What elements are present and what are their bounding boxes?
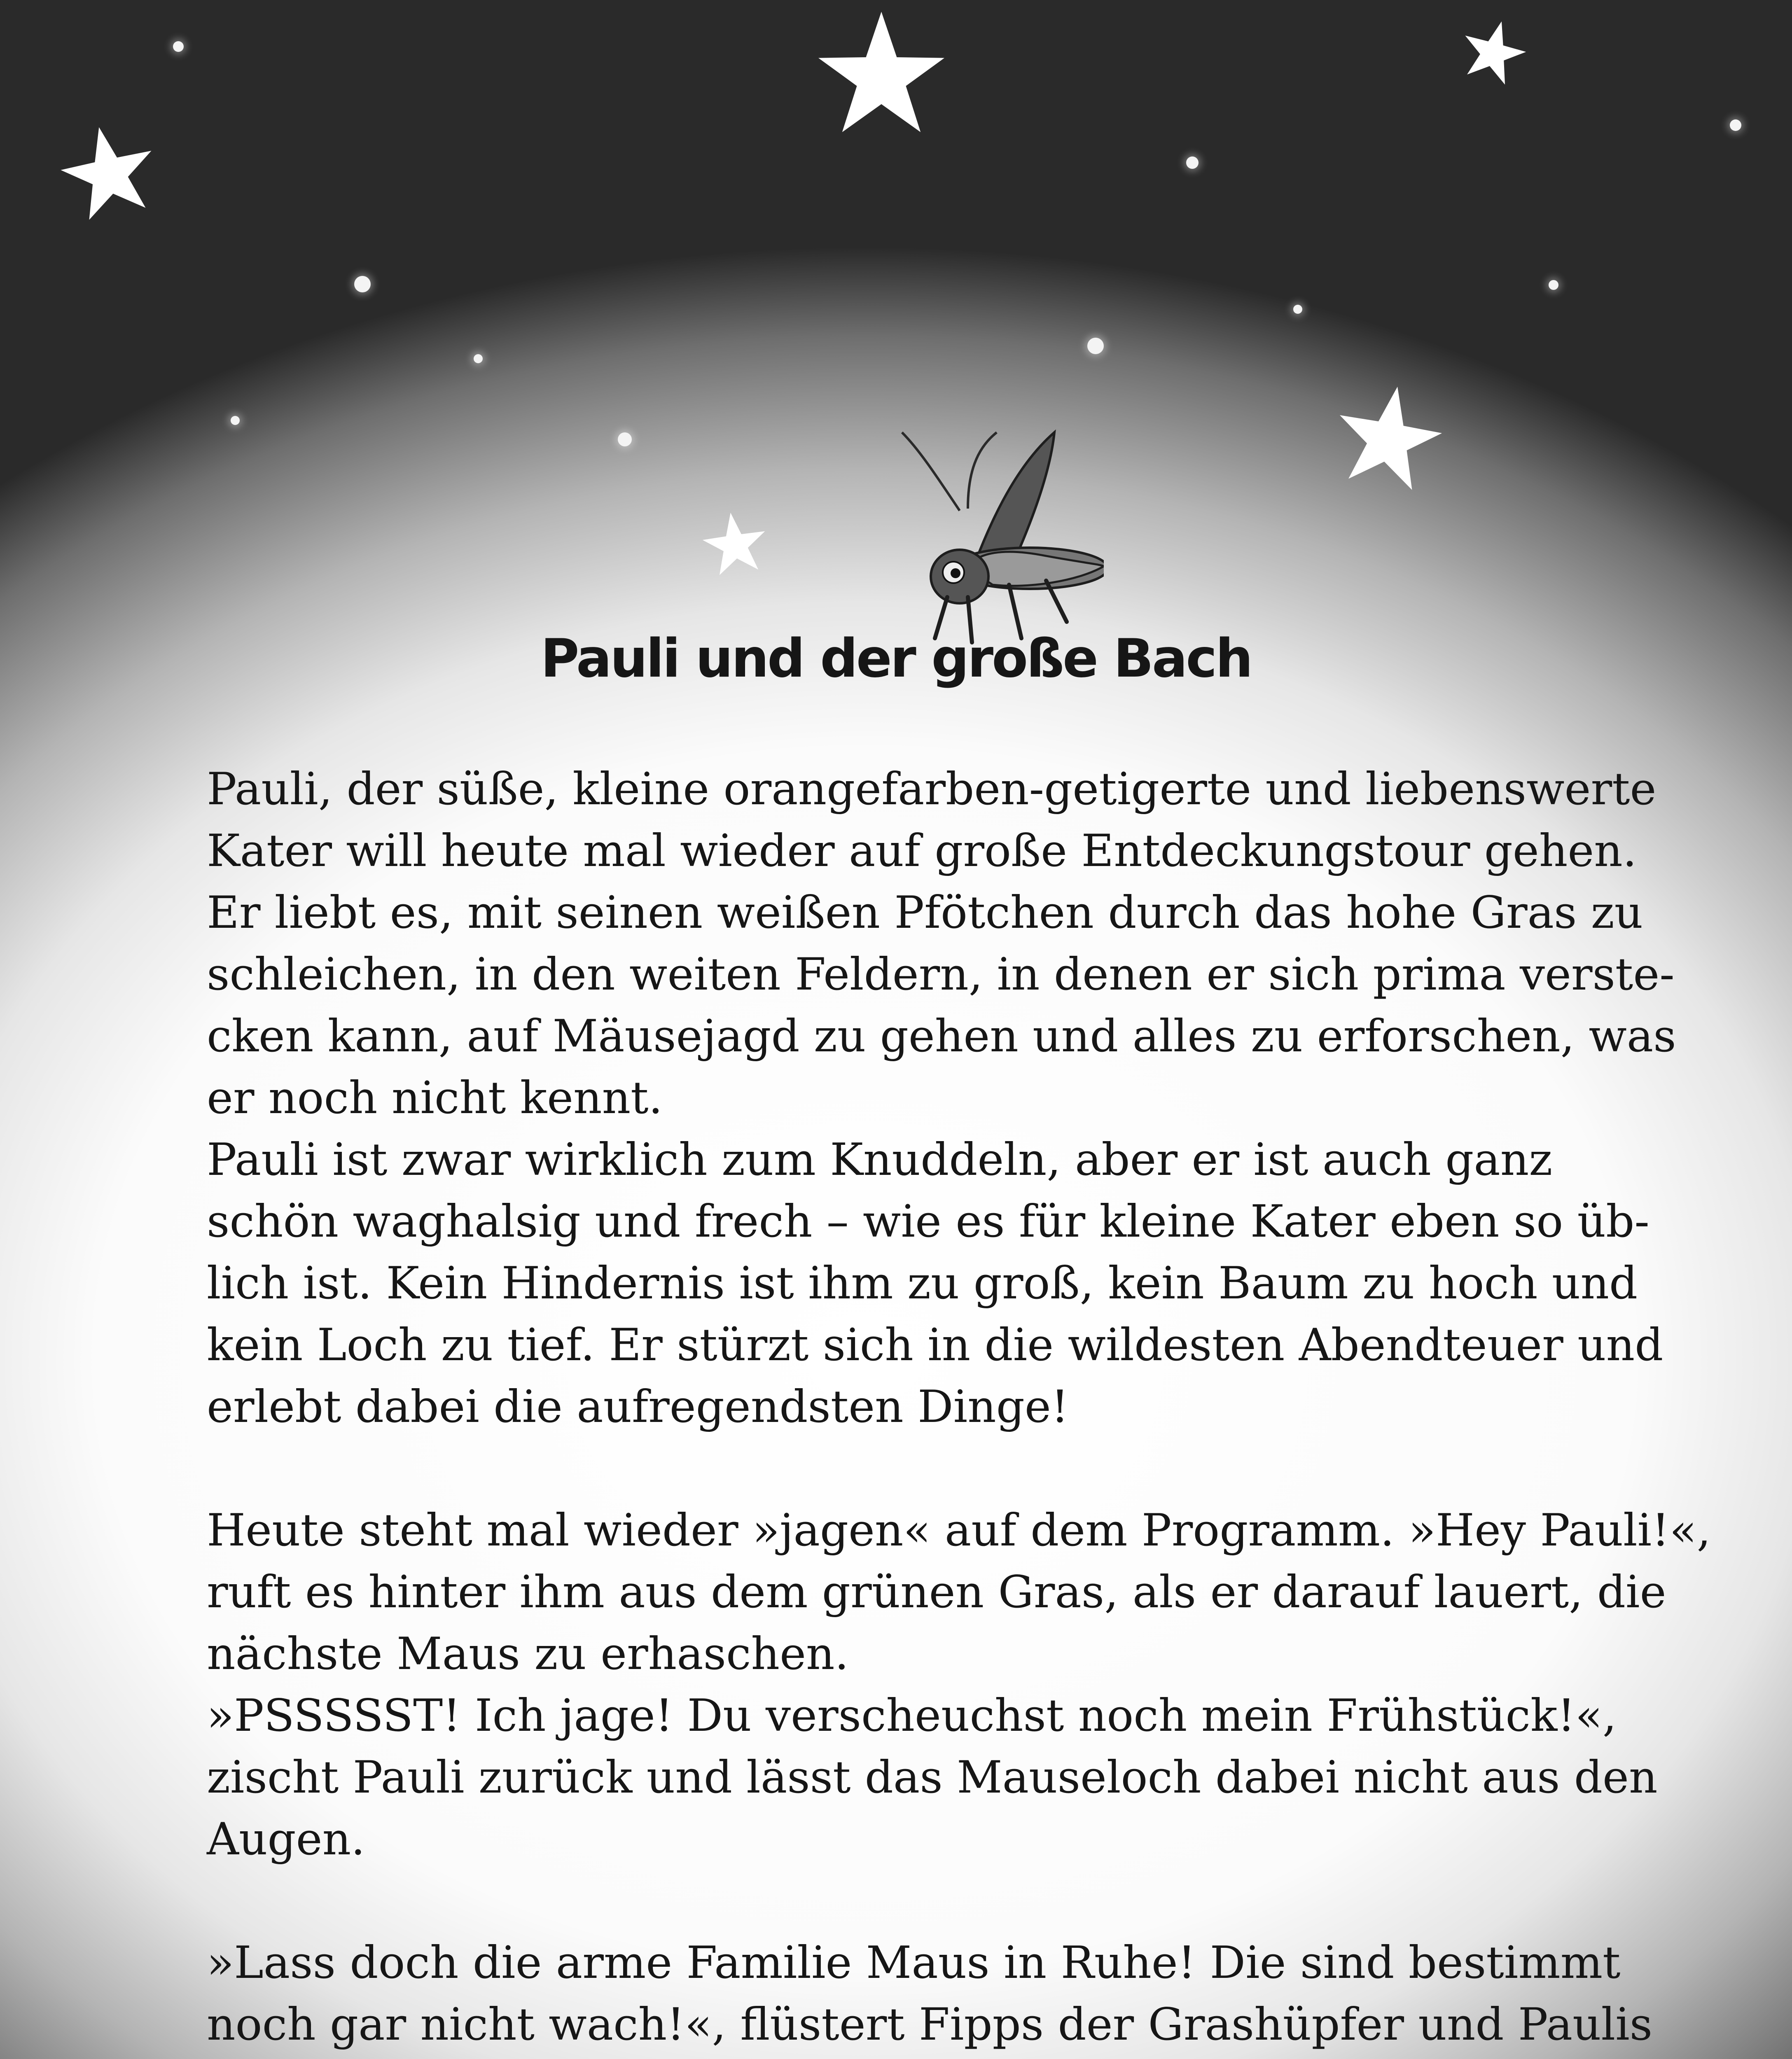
- paragraph: [207, 1685, 1656, 1870]
- text-line: lich ist. Kein Hindernis ist ihm zu groß, kein Baum zu hoch und: [207, 1258, 1638, 1309]
- paragraph-gap: [207, 1438, 1656, 1500]
- text-line: Kater will heute mal wieder auf große Entdeckungstour gehen.: [207, 825, 1637, 877]
- text-line: zischt Pauli zurück und lässt das Mauseloch dabei nicht aus den: [207, 1752, 1658, 1803]
- text-line: noch gar nicht wach!«, flüstert Fipps der Grashüpfer und Paulis: [207, 1999, 1653, 2050]
- star-icon: [58, 124, 161, 226]
- star-icon: [1330, 383, 1446, 498]
- star-icon: [811, 8, 951, 148]
- star-dot: [1186, 156, 1199, 169]
- star-dot: [173, 41, 184, 52]
- text-line: Heute steht mal wieder »jagen« auf dem Programm. »Hey Pauli!«,: [207, 1505, 1711, 1556]
- star-dot: [354, 276, 371, 292]
- text-line: [207, 2056, 1656, 2059]
- story-body: [207, 759, 1711, 2059]
- star-dot: [1293, 305, 1302, 314]
- text-line: Pauli, der süße, kleine orangefarben-getigerte und liebenswerte: [207, 763, 1656, 815]
- text-line: Pauli ist zwar wirklich zum Knuddeln, aber er ist auch ganz: [207, 1134, 1553, 1186]
- text-line: Er liebt es, mit seinen weißen Pfötchen durch das hohe Gras zu: [207, 887, 1643, 938]
- text-line: »PSSSSST! Ich jage! Du verscheuchst noch mein Frühstück!«,: [207, 1690, 1617, 1742]
- star-dot: [618, 432, 632, 446]
- grasshopper-illustration: [873, 424, 1104, 655]
- paragraph-gap: [207, 1870, 1656, 1932]
- text-line: nächste Maus zu erhaschen.: [207, 1628, 849, 1680]
- star-dot: [1730, 119, 1741, 131]
- text-line: ruft es hinter ihm aus dem grünen Gras, als er darauf lauert, die: [207, 1566, 1666, 1618]
- text-line: schön waghalsig und frech – wie es für kleine Kater eben so üb-: [207, 1196, 1649, 1247]
- text-line: cken kann, auf Mäusejagd zu gehen und alles zu erforschen, was: [207, 1011, 1676, 1062]
- text-line: schleichen, in den weiten Feldern, in denen er sich prima verste-: [207, 949, 1675, 1000]
- text-line: Augen.: [207, 1814, 365, 1865]
- star-dot: [231, 416, 240, 425]
- story-title: Pauli und der große Bach: [540, 628, 1252, 689]
- paragraph: [207, 759, 1676, 1129]
- paragraph: [207, 1500, 1711, 1685]
- text-line: er noch nicht kennt.: [207, 1072, 663, 1124]
- text-line: »Lass doch die arme Familie Maus in Ruhe! Die sind bestimmt: [207, 1937, 1621, 1989]
- text-line: erlebt dabei die aufregendsten Dinge!: [207, 1381, 1069, 1433]
- star-dot: [474, 354, 483, 363]
- star-dot: [1549, 280, 1558, 290]
- paragraph: [207, 1932, 1656, 2059]
- star-dot: [1087, 338, 1104, 354]
- paragraph: [207, 1129, 1663, 1438]
- star-icon: [1458, 19, 1528, 89]
- text-line: kein Loch zu tief. Er stürzt sich in die wildesten Abendteuer und: [207, 1319, 1663, 1371]
- star-icon: [700, 511, 770, 581]
